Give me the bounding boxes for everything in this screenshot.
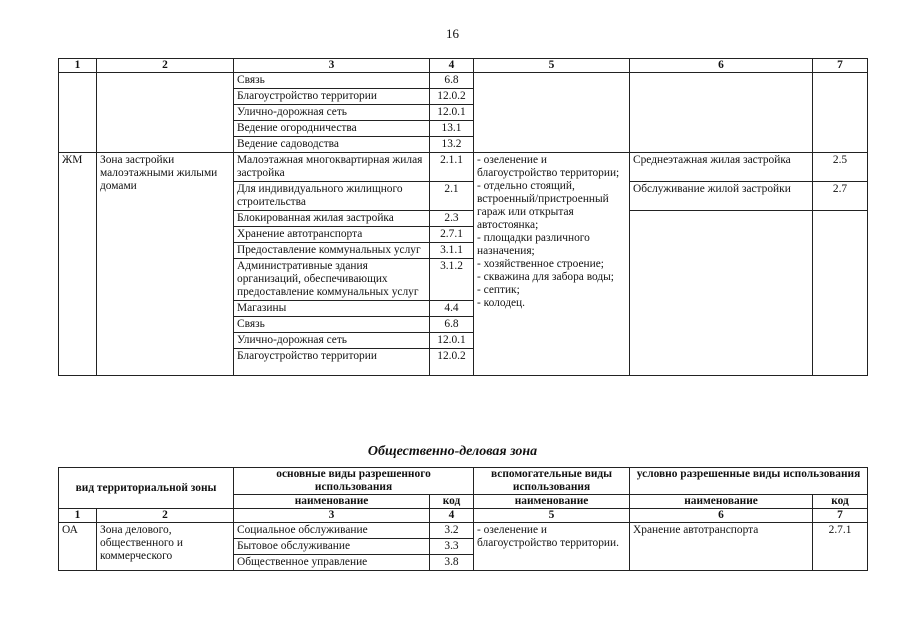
header-aux-uses: вспомогательные виды использования	[474, 468, 630, 495]
col-num: 1	[59, 59, 97, 73]
use-name: Благоустройство территории	[234, 89, 430, 105]
use-name: Общественное управление	[234, 555, 430, 571]
use-name: Блокированная жилая застройка	[234, 211, 430, 227]
use-name: Хранение автотранспорта	[234, 227, 430, 243]
use-code: 12.0.1	[430, 333, 474, 349]
use-code: 6.8	[430, 317, 474, 333]
header-conditional-uses: условно разрешенные виды использования	[630, 468, 868, 495]
use-code: 3.1.2	[430, 259, 474, 301]
header-zone-type: вид территориальной зоны	[59, 468, 234, 509]
col-num: 6	[630, 59, 813, 73]
table-row	[59, 523, 868, 539]
use-code: 13.1	[430, 121, 474, 137]
use-code: 2.3	[430, 211, 474, 227]
use-code: 2.1	[430, 182, 474, 211]
conditional-code: 2.7	[813, 182, 868, 211]
col-num: 7	[813, 59, 868, 73]
use-name: Благоустройство территории	[234, 349, 430, 376]
col-num: 2	[97, 59, 234, 73]
use-code: 3.3	[430, 539, 474, 555]
use-name: Ведение огородничества	[234, 121, 430, 137]
use-code: 3.1.1	[430, 243, 474, 259]
col-num: 4	[430, 509, 474, 523]
use-name: Для индивидуального жилищного строительства	[234, 182, 430, 211]
header-main-uses: основные виды разрешенного использования	[234, 468, 474, 495]
use-name: Бытовое обслуживание	[234, 539, 430, 555]
use-code: 2.1.1	[430, 153, 474, 182]
use-name: Предоставление коммунальных услуг	[234, 243, 430, 259]
zone-code: ОА	[59, 523, 97, 571]
zone-name: Зона застройки малоэтажными жилыми домами	[97, 153, 234, 376]
use-code: 4.4	[430, 301, 474, 317]
use-name: Магазины	[234, 301, 430, 317]
zone-name: Зона делового, общественного и коммерческого	[97, 523, 234, 571]
use-name: Социальное обслуживание	[234, 523, 430, 539]
zones-table-business	[58, 467, 868, 571]
col-num: 1	[59, 509, 97, 523]
header-name: наименование	[474, 495, 630, 509]
use-code: 12.0.1	[430, 105, 474, 121]
use-code: 3.2	[430, 523, 474, 539]
use-code: 2.7.1	[430, 227, 474, 243]
column-number-row	[59, 59, 868, 73]
conditional-name: Среднеэтажная жилая застройка	[630, 153, 813, 182]
zones-table-residential	[58, 58, 868, 376]
header-code: код	[813, 495, 868, 509]
col-num: 2	[97, 509, 234, 523]
col-num: 3	[234, 59, 430, 73]
page-number: 16	[446, 26, 459, 41]
conditional-code: 2.5	[813, 153, 868, 182]
use-code: 12.0.2	[430, 89, 474, 105]
col-num: 5	[474, 59, 630, 73]
header-name: наименование	[234, 495, 430, 509]
col-num: 5	[474, 509, 630, 523]
use-name: Связь	[234, 73, 430, 89]
use-name: Улично-дорожная сеть	[234, 333, 430, 349]
conditional-name: Хранение автотранспорта	[630, 523, 813, 571]
col-num: 4	[430, 59, 474, 73]
aux-uses: - озеленение и благоустройство территории.	[474, 523, 630, 571]
col-num: 7	[813, 509, 868, 523]
use-name: Улично-дорожная сеть	[234, 105, 430, 121]
conditional-code: 2.7.1	[813, 523, 868, 571]
col-num: 3	[234, 509, 430, 523]
use-code: 12.0.2	[430, 349, 474, 376]
use-code: 13.2	[430, 137, 474, 153]
conditional-name: Обслуживание жилой застройки	[630, 182, 813, 211]
header-name: наименование	[630, 495, 813, 509]
aux-uses: - озеленение и благоустройство территории; - отдельно стоящий, встроенный/пристроенный гараж или открытая автостоянка; - площадки различного назначения; - хозяйственное строение; - скважина для забора воды; - септик; - колодец.	[474, 153, 630, 376]
header-code: код	[430, 495, 474, 509]
section-title: Общественно-деловая зона	[367, 444, 538, 459]
use-name: Связь	[234, 317, 430, 333]
use-code: 6.8	[430, 73, 474, 89]
table-row	[59, 153, 868, 182]
use-name: Административные здания организаций, обеспечивающих предоставление коммунальных услуг	[234, 259, 430, 301]
use-code: 3.8	[430, 555, 474, 571]
zone-code: ЖМ	[59, 153, 97, 376]
col-num: 6	[630, 509, 813, 523]
header-row	[59, 468, 868, 495]
use-name: Ведение садоводства	[234, 137, 430, 153]
table-row	[59, 73, 868, 89]
column-number-row	[59, 509, 868, 523]
use-name: Малоэтажная многоквартирная жилая застройка	[234, 153, 430, 182]
